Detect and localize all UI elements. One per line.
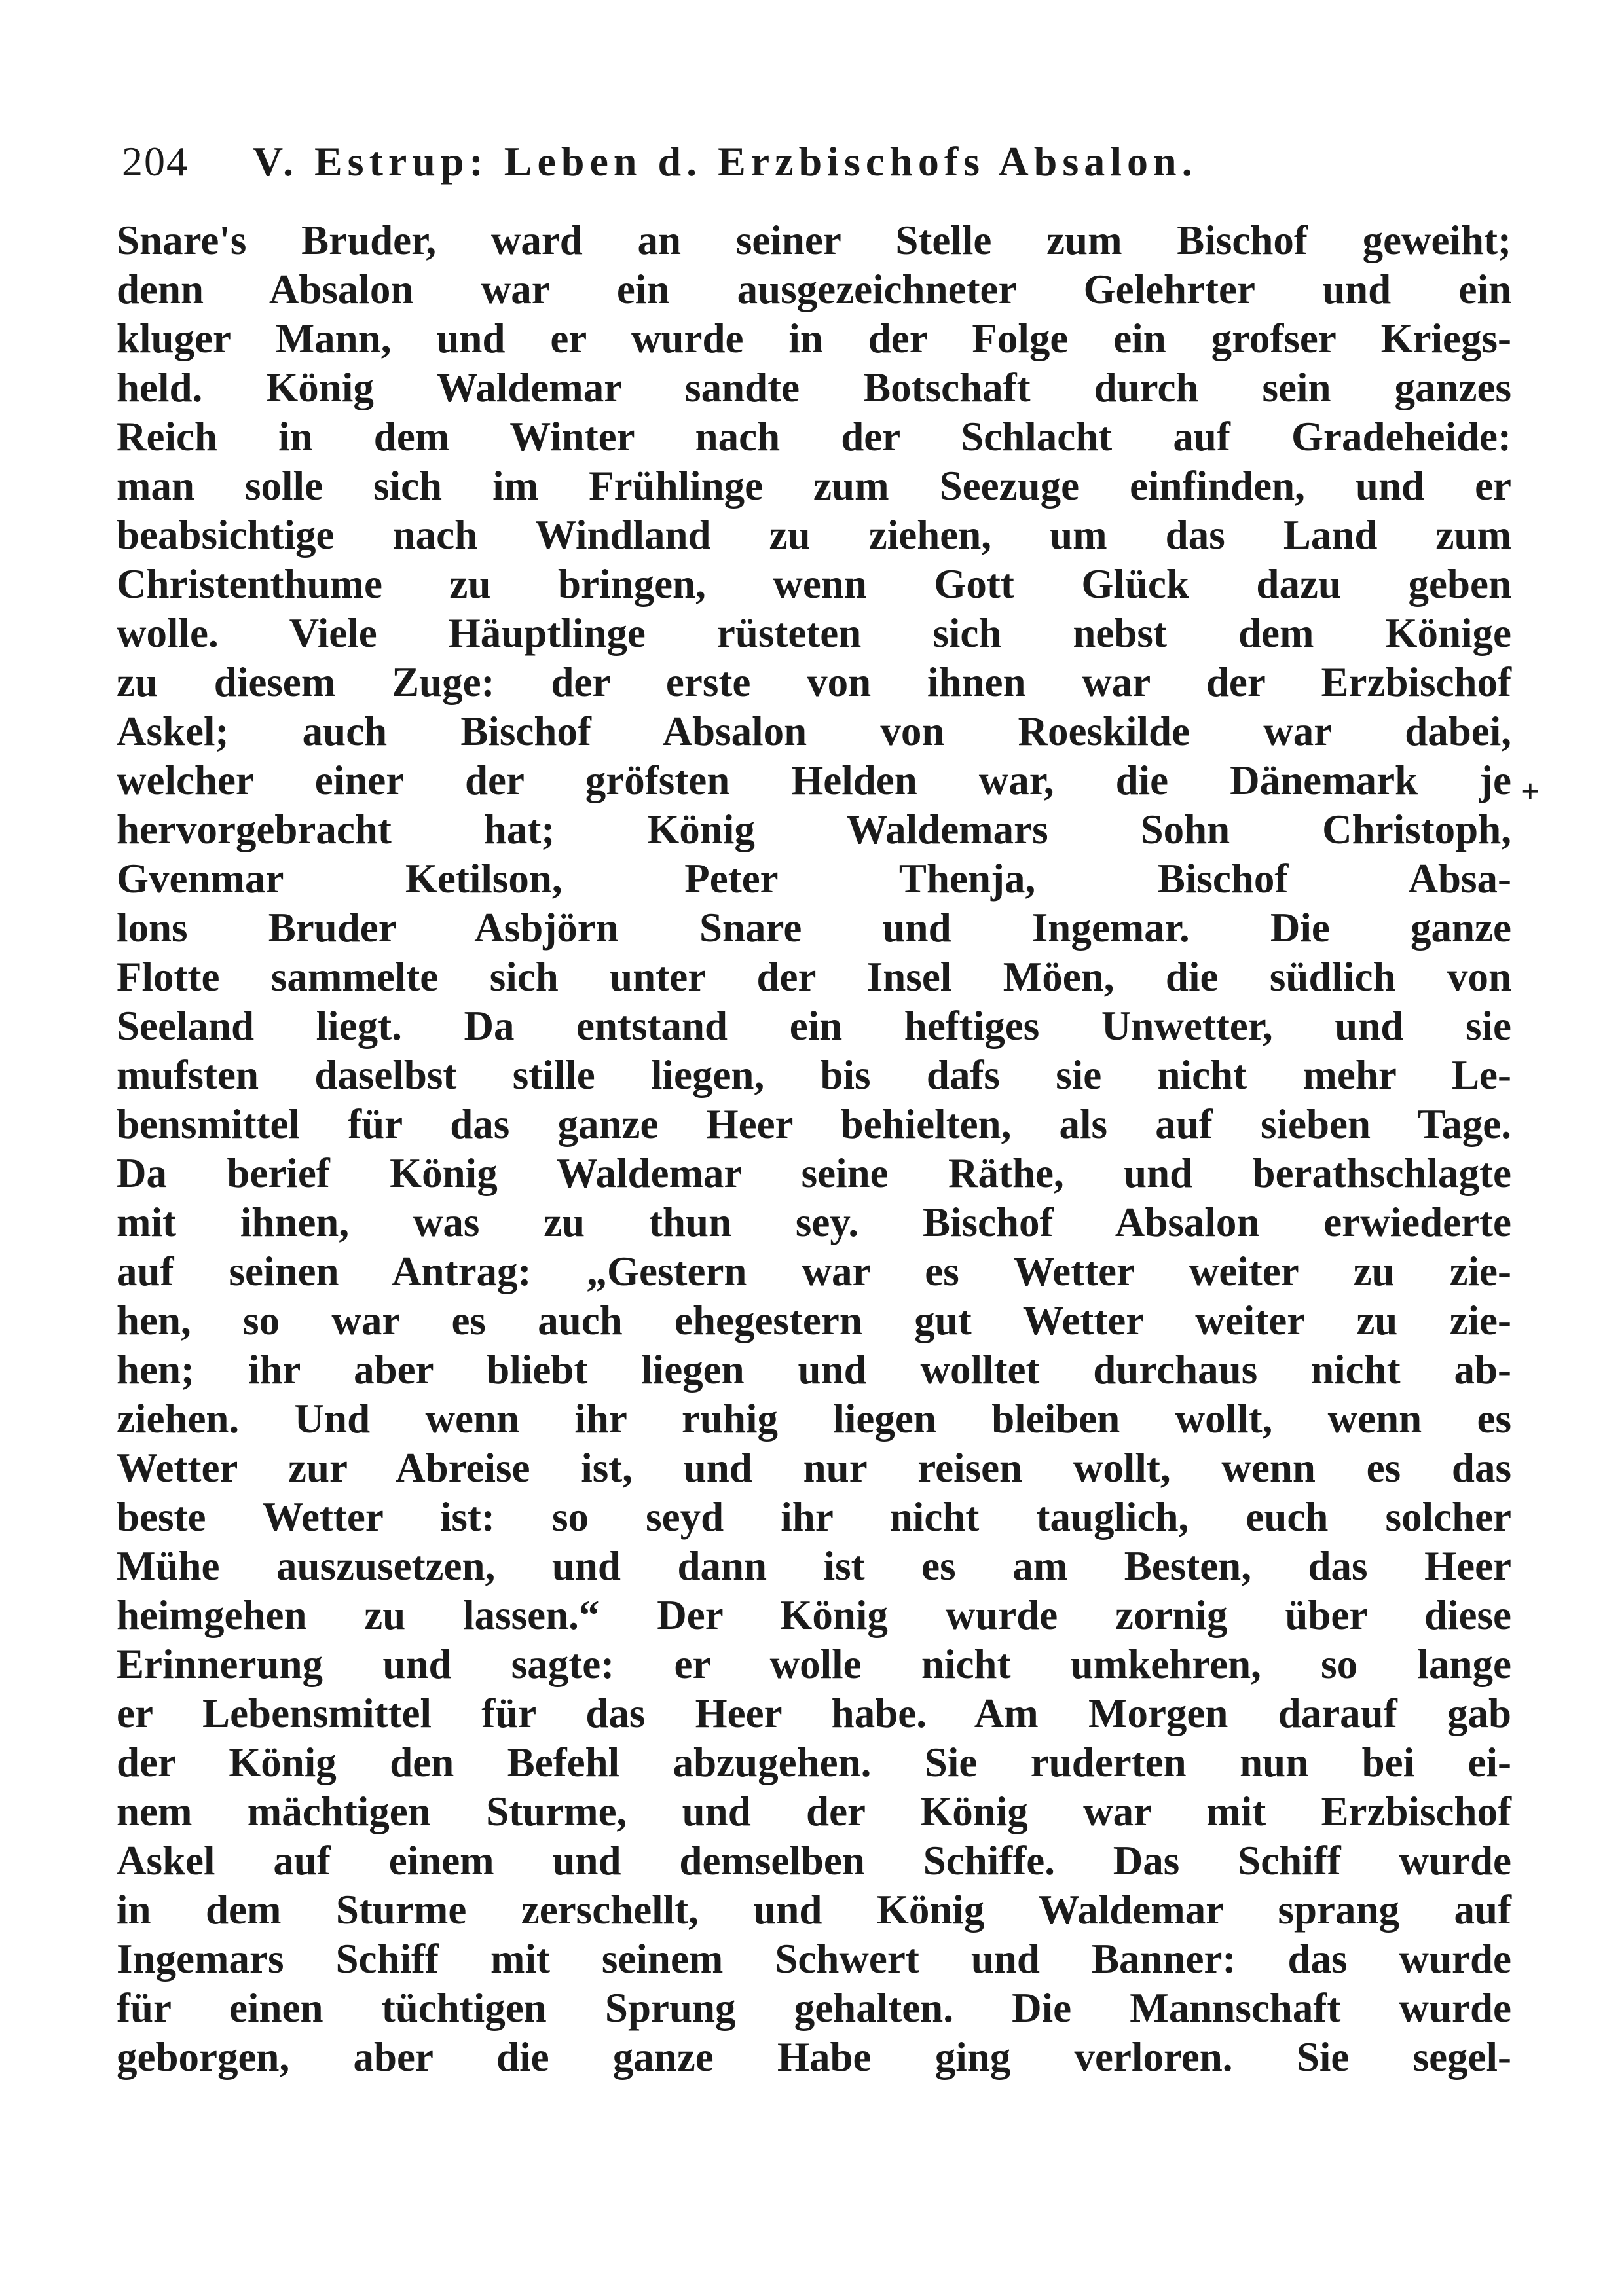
- text-line: nem mächtigen Sturme, und der König war mit Erzbischof: [117, 1789, 1511, 1834]
- text-line: Seeland liegt. Da entstand ein heftiges Unwetter, und sie: [117, 1003, 1511, 1049]
- text-line: er Lebensmittel für das Heer habe. Am Morgen darauf gab: [117, 1690, 1511, 1736]
- margin-mark: +: [1521, 773, 1540, 811]
- text-line: zu diesem Zuge: der erste von ihnen war der Erzbischof: [117, 659, 1511, 705]
- text-line: beabsichtige nach Windland zu ziehen, um das Land zum: [117, 512, 1511, 558]
- running-head: V. Estrup: Leben d. Erzbischofs Absalon.: [253, 138, 1198, 185]
- text-line: Mühe auszusetzen, und dann ist es am Besten, das Heer: [117, 1543, 1511, 1589]
- text-line: Erinnerung und sagte: er wolle nicht umkehren, so lange: [117, 1641, 1511, 1687]
- text-line: auf seinen Antrag: „Gestern war es Wetter weiter zu zie-: [117, 1248, 1511, 1294]
- text-line: welcher einer der gröfsten Helden war, die Dänemark je: [117, 757, 1511, 803]
- text-line: denn Absalon war ein ausgezeichneter Gelehrter und ein: [117, 266, 1511, 312]
- text-line: Christenthume zu bringen, wenn Gott Glück dazu geben: [117, 561, 1511, 607]
- text-line: Gvenmar Ketilson, Peter Thenja, Bischof Absa-: [117, 856, 1511, 902]
- text-line: hen; ihr aber bliebt liegen und wolltet durchaus nicht ab-: [117, 1347, 1511, 1393]
- text-line: der König den Befehl abzugehen. Sie ruderten nun bei ei-: [117, 1740, 1511, 1785]
- text-line: geborgen, aber die ganze Habe ging verloren. Sie segel-: [117, 2034, 1511, 2080]
- text-line: beste Wetter ist: so seyd ihr nicht tauglich, euch solcher: [117, 1494, 1511, 1540]
- text-line: wolle. Viele Häuptlinge rüsteten sich nebst dem Könige: [117, 610, 1511, 656]
- text-line: ziehen. Und wenn ihr ruhig liegen bleiben wollt, wenn es: [117, 1396, 1511, 1442]
- text-line: Reich in dem Winter nach der Schlacht auf Gradeheide:: [117, 414, 1511, 460]
- text-line: Snare's Bruder, ward an seiner Stelle zum Bischof geweiht;: [117, 217, 1511, 263]
- text-line: bensmittel für das ganze Heer behielten, als auf sieben Tage.: [117, 1101, 1511, 1147]
- text-line: Ingemars Schiff mit seinem Schwert und Banner: das wurde: [117, 1936, 1511, 1982]
- text-line: Wetter zur Abreise ist, und nur reisen wollt, wenn es das: [117, 1445, 1511, 1491]
- text-line: heimgehen zu lassen.“ Der König wurde zornig über diese: [117, 1592, 1511, 1638]
- text-line: für einen tüchtigen Sprung gehalten. Die Mannschaft wurde: [117, 1985, 1511, 2031]
- text-line: Askel; auch Bischof Absalon von Roeskilde war dabei,: [117, 708, 1511, 754]
- text-line: hervorgebracht hat; König Waldemars Sohn Christoph,: [117, 807, 1511, 852]
- text-line: in dem Sturme zerschellt, und König Waldemar sprang auf: [117, 1887, 1511, 1933]
- text-line: lons Bruder Asbjörn Snare und Ingemar. Die ganze: [117, 905, 1511, 951]
- text-line: Da berief König Waldemar seine Räthe, und berathschlagte: [117, 1150, 1511, 1196]
- text-line: Flotte sammelte sich unter der Insel Möen, die südlich von: [117, 954, 1511, 1000]
- text-line: man solle sich im Frühlinge zum Seezuge einfinden, und er: [117, 463, 1511, 509]
- text-line: Askel auf einem und demselben Schiffe. Das Schiff wurde: [117, 1838, 1511, 1884]
- text-line: hen, so war es auch ehegestern gut Wetter weiter zu zie-: [117, 1298, 1511, 1343]
- page-number: 204: [122, 138, 189, 185]
- page-header: [122, 137, 1431, 196]
- text-line: kluger Mann, und er wurde in der Folge ein grofser Kriegs-: [117, 316, 1511, 361]
- text-line: mit ihnen, was zu thun sey. Bischof Absalon erwiederte: [117, 1199, 1511, 1245]
- text-line: held. König Waldemar sandte Botschaft durch sein ganzes: [117, 365, 1511, 410]
- text-line: mufsten daselbst stille liegen, bis dafs sie nicht mehr Le-: [117, 1052, 1511, 1098]
